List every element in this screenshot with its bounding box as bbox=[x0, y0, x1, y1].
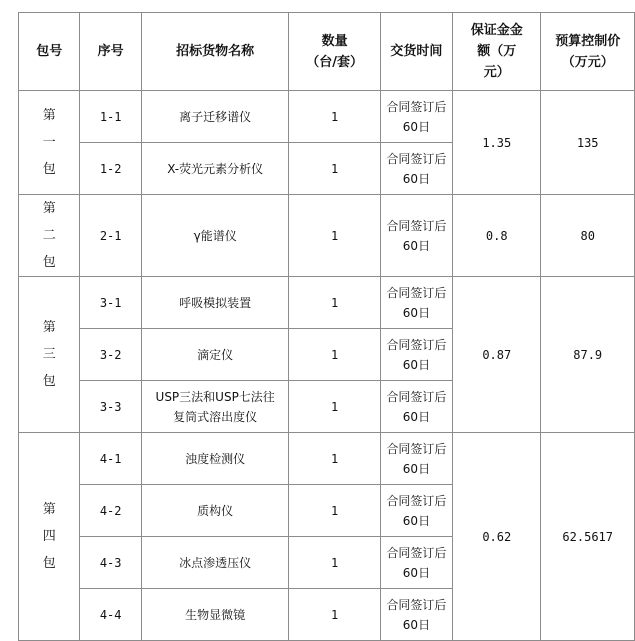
delivery-line2: 60日 bbox=[402, 171, 431, 186]
quantity-cell: 1 bbox=[289, 195, 380, 277]
delivery-cell bbox=[380, 433, 452, 485]
sequence-cell: 3-2 bbox=[80, 329, 141, 381]
sequence-cell: 4-2 bbox=[80, 485, 141, 537]
goods-name-cell: 离子迁移谱仪 bbox=[141, 91, 289, 143]
package-label-cell bbox=[19, 433, 80, 641]
quantity-cell: 1 bbox=[289, 433, 380, 485]
quantity-cell: 1 bbox=[289, 485, 380, 537]
header-delivery-time: 交货时间 bbox=[380, 13, 452, 91]
package-label-char: 第 bbox=[42, 201, 56, 216]
delivery-line1: 合同签订后 bbox=[386, 218, 447, 233]
delivery-line1: 合同签订后 bbox=[386, 337, 447, 352]
header-budget-line2: （万元） bbox=[561, 54, 614, 70]
package-label-char: 四 bbox=[42, 529, 56, 544]
delivery-line2: 60日 bbox=[402, 513, 431, 528]
quantity-cell: 1 bbox=[289, 537, 380, 589]
quantity-cell: 1 bbox=[289, 589, 380, 641]
package-label-char: 第 bbox=[42, 502, 56, 517]
deposit-cell: 1.35 bbox=[453, 91, 541, 195]
quantity-cell: 1 bbox=[289, 143, 380, 195]
package-label-char: 包 bbox=[42, 374, 56, 389]
delivery-cell bbox=[380, 329, 452, 381]
delivery-line1: 合同签订后 bbox=[386, 493, 447, 508]
package-label-cell bbox=[19, 277, 80, 433]
delivery-line2: 60日 bbox=[402, 409, 431, 424]
goods-name-cell: 浊度检测仪 bbox=[141, 433, 289, 485]
header-sequence-number: 序号 bbox=[80, 13, 141, 91]
table-row bbox=[19, 195, 635, 277]
header-deposit bbox=[453, 13, 541, 91]
package-label-char: 第 bbox=[42, 320, 56, 335]
sequence-cell: 1-1 bbox=[80, 91, 141, 143]
delivery-cell bbox=[380, 537, 452, 589]
delivery-line1: 合同签订后 bbox=[386, 389, 447, 404]
delivery-line2: 60日 bbox=[402, 565, 431, 580]
package-label-char: 包 bbox=[42, 255, 56, 270]
delivery-line1: 合同签订后 bbox=[386, 151, 447, 166]
delivery-line2: 60日 bbox=[402, 617, 431, 632]
budget-cell: 80 bbox=[541, 195, 635, 277]
deposit-cell: 0.87 bbox=[453, 277, 541, 433]
goods-name-line2: 复筒式溶出度仪 bbox=[173, 409, 258, 424]
delivery-cell bbox=[380, 195, 452, 277]
header-deposit-line3: 元） bbox=[483, 65, 510, 80]
package-label-char: 一 bbox=[42, 135, 56, 150]
quantity-cell: 1 bbox=[289, 329, 380, 381]
delivery-line1: 合同签订后 bbox=[386, 99, 447, 114]
package-label-char: 第 bbox=[42, 108, 56, 123]
header-row bbox=[19, 13, 635, 91]
goods-name-cell: 呼吸模拟装置 bbox=[141, 277, 289, 329]
goods-name-cell: 冰点渗透压仪 bbox=[141, 537, 289, 589]
goods-name-cell: 质构仪 bbox=[141, 485, 289, 537]
delivery-cell bbox=[380, 277, 452, 329]
sequence-cell: 4-1 bbox=[80, 433, 141, 485]
goods-name-line1: USP三法和USP七法往 bbox=[155, 389, 275, 404]
header-budget bbox=[541, 13, 635, 91]
package-label-cell bbox=[19, 91, 80, 195]
header-quantity-line2: （台/套） bbox=[306, 54, 363, 70]
delivery-line2: 60日 bbox=[402, 461, 431, 476]
package-label-char: 二 bbox=[42, 228, 56, 243]
header-deposit-line2: 额（万 bbox=[477, 44, 517, 59]
header-goods-name: 招标货物名称 bbox=[141, 13, 289, 91]
goods-name-cell: 生物显微镜 bbox=[141, 589, 289, 641]
delivery-cell bbox=[380, 589, 452, 641]
sequence-cell: 3-1 bbox=[80, 277, 141, 329]
delivery-line1: 合同签订后 bbox=[386, 441, 447, 456]
header-quantity bbox=[289, 13, 380, 91]
budget-cell: 135 bbox=[541, 91, 635, 195]
sequence-cell: 4-3 bbox=[80, 537, 141, 589]
sequence-cell: 2-1 bbox=[80, 195, 141, 277]
sequence-cell: 4-4 bbox=[80, 589, 141, 641]
delivery-cell bbox=[380, 381, 452, 433]
budget-cell: 62.5617 bbox=[541, 433, 635, 641]
deposit-cell: 0.62 bbox=[453, 433, 541, 641]
delivery-line2: 60日 bbox=[402, 238, 431, 253]
package-label-char: 包 bbox=[42, 556, 56, 571]
procurement-table bbox=[18, 12, 635, 641]
budget-cell: 87.9 bbox=[541, 277, 635, 433]
sequence-cell: 3-3 bbox=[80, 381, 141, 433]
delivery-cell bbox=[380, 485, 452, 537]
goods-name-cell bbox=[141, 381, 289, 433]
delivery-line2: 60日 bbox=[402, 305, 431, 320]
delivery-cell bbox=[380, 143, 452, 195]
delivery-line1: 合同签订后 bbox=[386, 545, 447, 560]
package-label-char: 包 bbox=[42, 162, 56, 177]
quantity-cell: 1 bbox=[289, 381, 380, 433]
package-label-char: 三 bbox=[42, 347, 56, 362]
goods-name-cell: X-荧光元素分析仪 bbox=[141, 143, 289, 195]
package-label-cell bbox=[19, 195, 80, 277]
table-row bbox=[19, 91, 635, 143]
delivery-line2: 60日 bbox=[402, 119, 431, 134]
goods-name-cell: γ能谱仪 bbox=[141, 195, 289, 277]
header-deposit-line1: 保证金金 bbox=[470, 23, 523, 38]
delivery-cell bbox=[380, 91, 452, 143]
delivery-line1: 合同签订后 bbox=[386, 285, 447, 300]
table-row bbox=[19, 433, 635, 485]
header-budget-line1: 预算控制价 bbox=[555, 33, 621, 49]
delivery-line1: 合同签订后 bbox=[386, 597, 447, 612]
delivery-line2: 60日 bbox=[402, 357, 431, 372]
deposit-cell: 0.8 bbox=[453, 195, 541, 277]
goods-name-cell: 滴定仪 bbox=[141, 329, 289, 381]
header-package-number: 包号 bbox=[19, 13, 80, 91]
quantity-cell: 1 bbox=[289, 91, 380, 143]
sequence-cell: 1-2 bbox=[80, 143, 141, 195]
header-quantity-line1: 数量 bbox=[321, 33, 348, 49]
quantity-cell: 1 bbox=[289, 277, 380, 329]
table-row bbox=[19, 277, 635, 329]
